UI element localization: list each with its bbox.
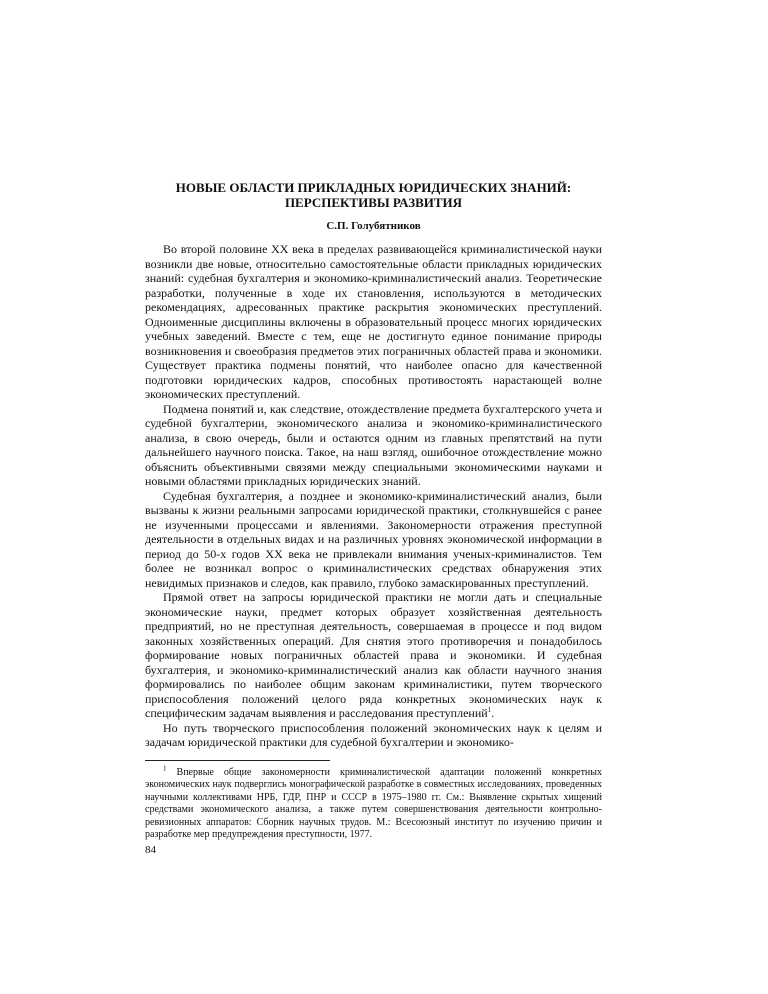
paragraph: Подмена понятий и, как следствие, отождествление предмета бухгалтерского учета и судебной бухгалтерии, экономического анализа и экономико-криминалистического анализа, в свою очередь, были и остаются одним из главных препятствий на пути дальнейшего научного поиска. Такое, на наш взгляд, ошибочное отождествление можно объяснить объективными связями между специальными экономическими науками и новыми областями прикладных юридических знаний.: [145, 401, 602, 488]
document-page: [145, 180, 602, 857]
article-title: [145, 180, 602, 210]
title-line-1: НОВЫЕ ОБЛАСТИ ПРИКЛАДНЫХ ЮРИДИЧЕСКИХ ЗНАНИЙ:: [175, 180, 572, 195]
page-number: 84: [145, 843, 156, 856]
article-body: [145, 242, 602, 750]
paragraph: Прямой ответ на запросы юридической практики не могли дать и специальные экономические науки, предмет которых образует хозяйственная деятельность предприятий, но не преступная деятельность, совершаемая в процессе и под видом законных хозяйственных операций. Для снятия этого противоречия и понадобилось формирование новых пограничных областей права и экономики. И судебная бухгалтерия, и экономико-криминалистический анализ как области научного знания формировались по наиболее общим законам криминалистики, путем творческого приспособления положений целого ряда конкретных экономических наук к специфическим задачам выявления и расследования преступлений$^1$.: [145, 590, 602, 720]
footnote: [145, 764, 603, 842]
footnote-reference[interactable]: 1: [487, 706, 492, 714]
footnote-marker: 1: [163, 764, 167, 773]
paragraph: Во второй половине XX века в пределах развивающейся криминалистической науки возникли две новые, относительно самостоятельные области прикладных юридических знаний: судебная бухгалтерия и экономико-криминалистический анализ. Теоретические разработки, полученные в ходе их становления, используются в методических рекомендациях, адресованных практике раскрытия экономических преступлений. Одноименные дисциплины включены в образовательный процесс многих юридических учебных заведений. Вместе с тем, еще не достигнуто единое понимание природы возникновения и своеобразия предметов этих пограничных областей права и экономики. Существует практика подмены понятий, что наиболее опасно для качественной подготовки юридических кадров, способных противостоять нарастающей волне экономических преступлений.: [145, 242, 602, 401]
paragraph: Но путь творческого приспособления положений экономических наук к целям и задачам юридической практики для судебной бухгалтерии и экономико-: [145, 720, 602, 749]
footnote-text: Впервые общие закономерности криминалистической адаптации положений конкретных экономических наук подверглись монографической разработке в совместных исследованиях, проведенных научными коллективами НРБ, ГДР, ПНР и СССР в 1975–1980 гг. См.: Выявление скрытых хищений средствами экономического анализа, а также путем совершенствования деятельности контрольно-ревизионных аппаратов: Сборник научных трудов. М.: Всесоюзный институт по изучению причин и разработке мер предупреждения преступности, 1977.: [145, 766, 603, 840]
paragraph: Судебная бухгалтерия, а позднее и экономико-криминалистический анализ, были вызваны к жизни реальными запросами юридической практики, столкнувшейся с ранее не изученными процессами и явлениями. Закономерности отражения преступной деятельности в отдельных видах и на различных уровнях экономической информации в период до 50-х годов XX века не привлекали внимания ученых-криминалистов. Тем более не возникал вопрос о криминалистических средствах обнаружения этих невидимых признаков и следов, как правило, глубоко замаскированных преступлений.: [145, 488, 602, 590]
footnote-divider: [145, 760, 330, 761]
author-name: С.П. Голубятников: [326, 220, 421, 232]
title-line-2: ПЕРСПЕКТИВЫ РАЗВИТИЯ: [284, 195, 463, 210]
paragraph-text: Прямой ответ на запросы юридической практики не могли дать и специальные экономические науки, предмет которых образует хозяйственная деятельность предприятий, но не преступная деятельность, совершаемая в процессе и под видом законных хозяйственных операций. Для снятия этого противоречия и понадобилось формирование новых пограничных областей права и экономики. И судебная бухгалтерия, и экономико-криминалистический анализ как области научного знания формировались по наиболее общим законам криминалистики, путем творческого приспособления положений целого ряда конкретных экономических наук к специфическим задачам выявления и расследования преступлений: [145, 590, 602, 720]
